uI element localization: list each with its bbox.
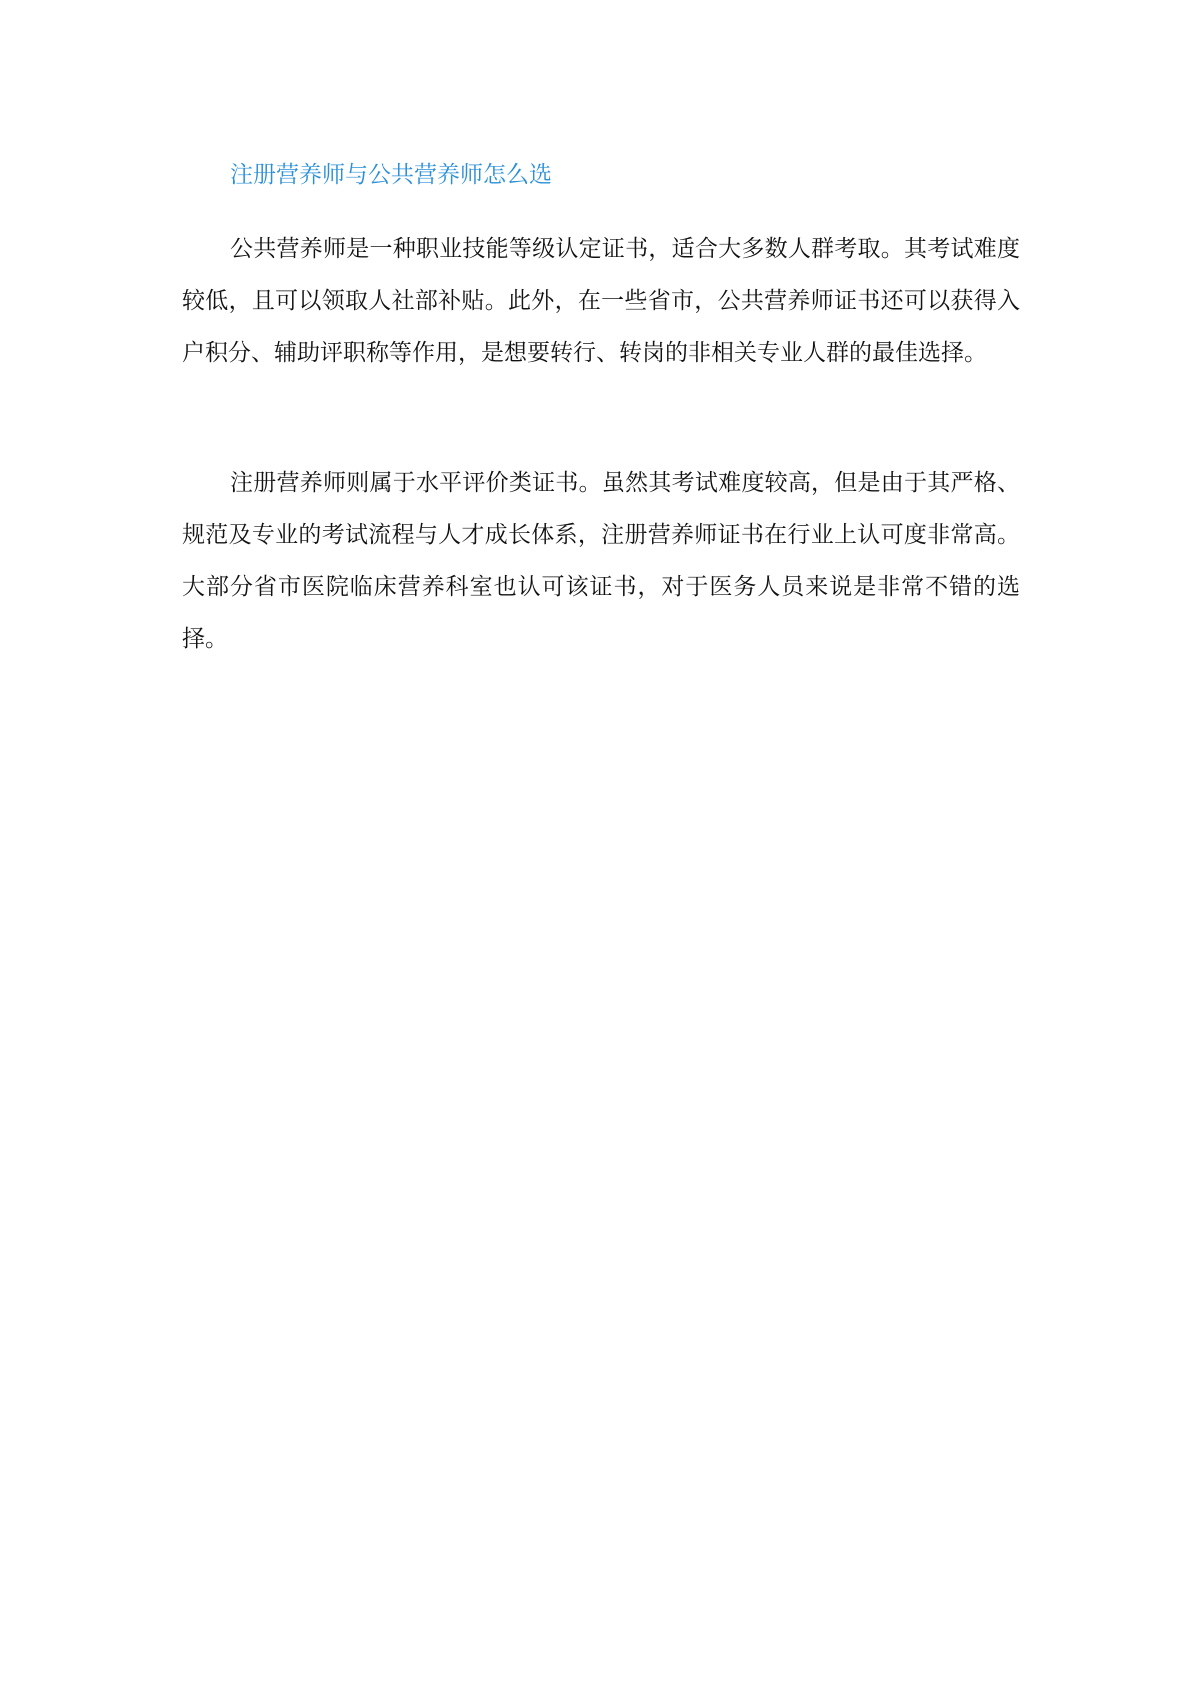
paragraph-registered-nutritionist: 注册营养师则属于水平评价类证书。虽然其考试难度较高，但是由于其严格、规范及专业的考试流程与人才成长体系，注册营养师证书在行业上认可度非常高。大部分省市医院临床营养科室也认可该证书，对于医务人员来说是非常不错的选择。 bbox=[182, 470, 1020, 652]
paragraph-public-nutritionist: 公共营养师是一种职业技能等级认定证书，适合大多数人群考取。其考试难度较低，且可以领取人社部补贴。此外，在一些省市，公共营养师证书还可以获得入户积分、辅助评职称等作用，是想要转行、转岗的非相关专业人群的最佳选择。 bbox=[182, 236, 1020, 366]
document-title: 注册营养师与公共营养师怎么选 bbox=[230, 162, 552, 188]
